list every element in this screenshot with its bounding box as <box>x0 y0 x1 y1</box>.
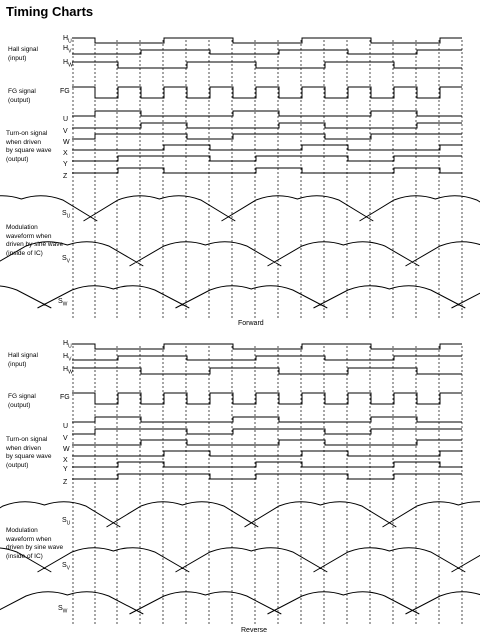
fwd-y-label: Y <box>63 161 68 168</box>
rev-turnon-group-label: Turn-on signal when driven by square wave (output) <box>6 436 52 469</box>
rev-w-wave <box>72 440 462 445</box>
rev-x-label: X <box>63 457 68 464</box>
rev-sv-label: $S_V$ <box>62 562 71 572</box>
rev-hu-wave <box>72 344 462 349</box>
fwd-caption: Forward <box>238 320 264 327</box>
rev-sv-wave <box>0 548 480 572</box>
fwd-u-label: U <box>63 116 69 123</box>
rev-fg-label: FG <box>60 394 70 401</box>
fwd-z-wave <box>72 168 462 173</box>
fwd-x-wave <box>72 145 462 150</box>
rev-hall-group-label: Hall signal (input) <box>8 352 38 368</box>
rev-su-label: $S_U$ <box>62 517 71 527</box>
fwd-w-wave <box>72 134 462 139</box>
fwd-sw-wave <box>0 286 480 308</box>
rev-fg-wave <box>72 393 462 404</box>
fwd-turnon-group-label: Turn-on signal when driven by square wave (output) <box>6 130 52 163</box>
fwd-hv-wave <box>72 50 462 54</box>
fwd-sw-label: $S_W$ <box>58 298 68 308</box>
fwd-u-wave <box>72 111 462 116</box>
rev-caption: Reverse <box>241 627 268 634</box>
fwd-fg-group-label: FG signal (output) <box>8 88 36 104</box>
rev-v-wave <box>72 429 462 434</box>
rev-u-wave <box>72 417 462 422</box>
fwd-hall-group-label: Hall signal (input) <box>8 46 38 62</box>
fwd-modulation-group-label: Modulation waveform when driven by sine wave (inside of IC) <box>6 224 64 257</box>
fwd-hu-label: $H_U$ <box>63 35 72 45</box>
rev-u-label: U <box>63 423 69 430</box>
rev-sw-wave <box>0 592 480 614</box>
fwd-fg-label: FG <box>60 88 70 95</box>
rev-sw-label: $S_W$ <box>58 605 68 615</box>
fwd-sv-label: $S_V$ <box>62 255 71 265</box>
page-title: Timing Charts <box>6 4 94 19</box>
rev-hv-wave <box>72 356 462 360</box>
fwd-y-wave <box>72 156 462 161</box>
rev-x-wave <box>72 451 462 456</box>
fwd-w-label: W <box>63 139 70 146</box>
fwd-hw-wave <box>72 62 462 68</box>
fwd-v-wave <box>72 123 462 128</box>
rev-v-label: V <box>63 435 68 442</box>
fwd-sv-wave <box>0 242 480 266</box>
fwd-hw-label: $H_W$ <box>63 59 73 69</box>
fwd-fg-wave <box>72 87 462 98</box>
rev-su-wave <box>0 502 480 527</box>
fwd-z-label: Z <box>63 173 68 180</box>
rev-hv-label: $H_V$ <box>63 353 72 363</box>
rev-z-wave <box>72 474 462 479</box>
rev-y-label: Y <box>63 466 68 473</box>
rev-hw-label: $H_W$ <box>63 366 73 376</box>
fwd-su-wave <box>0 196 480 221</box>
rev-y-wave <box>72 462 462 467</box>
fwd-x-label: X <box>63 150 68 157</box>
fwd-su-label: $S_U$ <box>62 210 71 220</box>
rev-fg-group-label: FG signal (output) <box>8 393 36 409</box>
rev-hu-label: $H_U$ <box>63 340 72 350</box>
rev-hw-wave <box>72 368 462 374</box>
rev-z-label: Z <box>63 479 68 486</box>
fwd-hu-wave <box>72 38 462 43</box>
fwd-v-label: V <box>63 128 68 135</box>
rev-modulation-group-label: Modulation waveform when driven by sine wave (inside of IC) <box>6 527 64 560</box>
rev-w-label: W <box>63 446 70 453</box>
fwd-hv-label: $H_V$ <box>63 45 72 55</box>
